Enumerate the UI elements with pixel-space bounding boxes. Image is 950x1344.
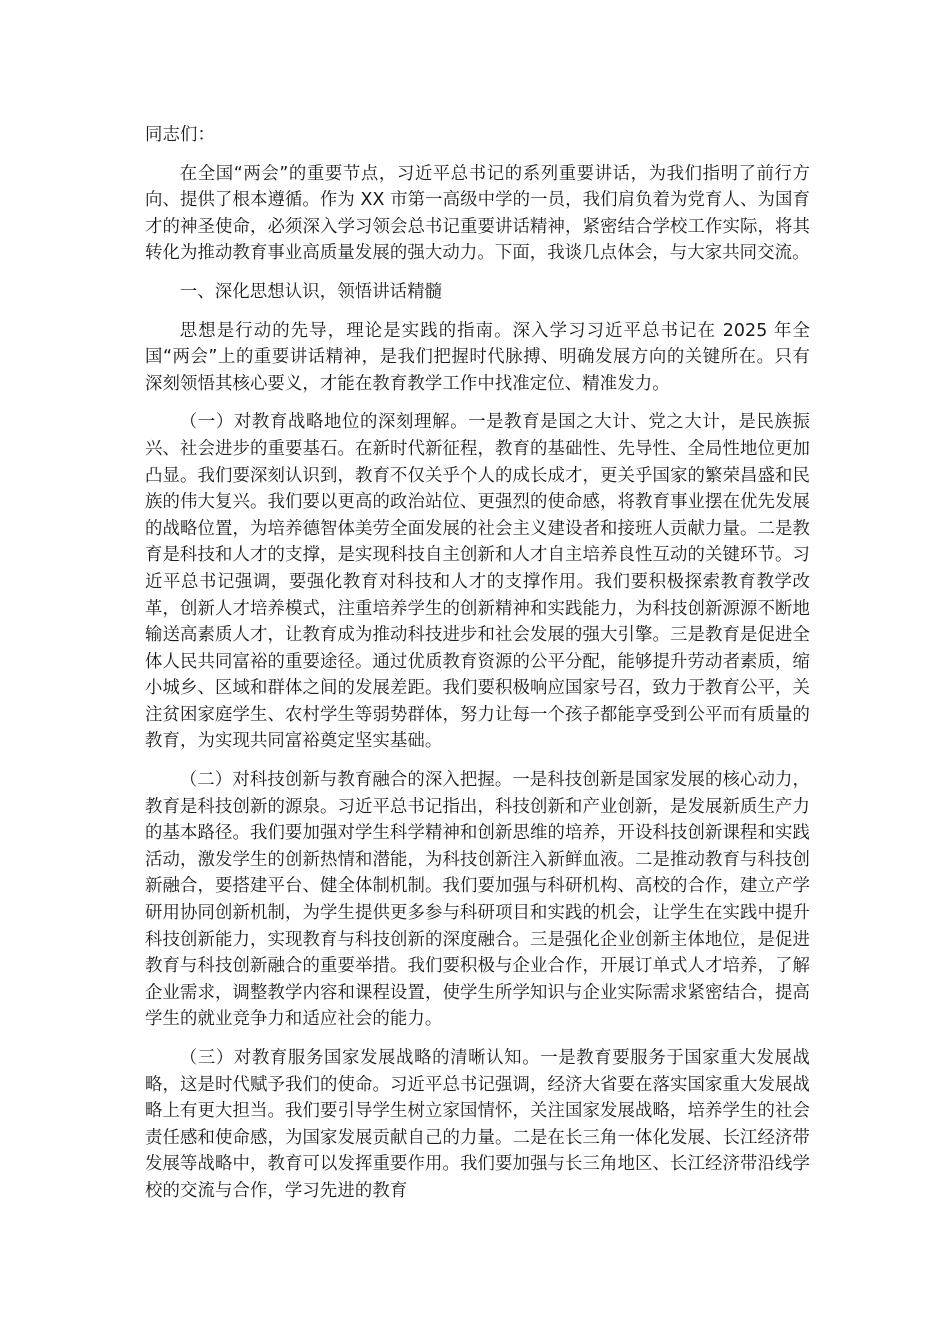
subsection-1-paragraph: （一）对教育战略地位的深刻理解。一是教育是国之大计、党之大计，是民族振兴、社会进步的重要基石。在新时代新征程，教育的基础性、先导性、全局性地位更加凸显。我们要深刻认识到，教育不仅关乎个人的成长成才，更关乎国家的繁荣昌盛和民族的伟大复兴。我们要以更高的政治站位、更强烈的使命感，将教育事业摆在优先发展的战略位置，为培养德智体美劳全面发展的社会主义建设者和接班人贡献力量。二是教育是科技和人才的支撑，是实现科技自主创新和人才自主培养良性互动的关键环节。习近平总书记强调，要强化教育对科技和人才的支撑作用。我们要积极探索教育教学改革，创新人才培养模式，注重培养学生的创新精神和实践能力，为科技创新源源不断地输送高素质人才，让教育成为推动科技进步和社会发展的强大引擎。三是教育是促进全体人民共同富裕的重要途径。通过优质教育资源的公平分配，能够提升劳动者素质，缩小城乡、区域和群体之间的发展差距。我们要积极响应国家号召，致力于教育公平，关注贫困家庭学生、农村学生等弱势群体，努力让每一个孩子都能享受到公平而有质量的教育，为实现共同富裕奠定坚实基础。 [145, 412, 810, 752]
salutation: 同志们： [145, 125, 215, 145]
section-intro-paragraph: 思想是行动的先导，理论是实践的指南。深入学习习近平总书记在 2025 年全国“两会”上的重要讲话精神，是我们把握时代脉搏、明确发展方向的关键所在。只有深刻领悟其核心要义，才能在教育教学工作中找准定位、精准发力。 [145, 320, 810, 394]
subsection-2-paragraph: （二）对科技创新与教育融合的深入把握。一是科技创新是国家发展的核心动力，教育是科技创新的源泉。习近平总书记指出，科技创新和产业创新，是发展新质生产力的基本路径。我们要加强对学生科学精神和创新思维的培养，开设科技创新课程和实践活动，激发学生的创新热情和潜能，为科技创新注入新鲜血液。二是推动教育与科技创新融合，要搭建平台、健全体制机制。我们要加强与科研机构、高校的合作，建立产学研用协同创新机制，为学生提供更多参与科研项目和实践的机会，让学生在实践中提升科技创新能力，实现教育与科技创新的深度融合。三是强化企业创新主体地位，是促进教育与科技创新融合的重要举措。我们要积极与企业合作，开展订单式人才培养，了解企业需求，调整教学内容和课程设置，使学生所学知识与企业实际需求紧密结合，提高学生的就业竞争力和适应社会的能力。 [145, 770, 810, 1030]
document-body [145, 122, 810, 1217]
intro-paragraph: 在全国“两会”的重要节点，习近平总书记的系列重要讲话，为我们指明了前行方向、提供了根本遵循。作为 XX 市第一高级中学的一员，我们肩负着为党育人、为国育才的神圣使命，必须深入学习领会总书记重要讲话精神，紧密结合学校工作实际，将其转化为推动教育事业高质量发展的强大动力。下面，我谈几点体会，与大家共同交流。 [145, 163, 810, 264]
subsection-3-paragraph: （三）对教育服务国家发展战略的清晰认知。一是教育要服务于国家重大发展战略，这是时代赋予我们的使命。习近平总书记强调，经济大省要在落实国家重大发展战略上有更大担当。我们要引导学生树立家国情怀，关注国家发展战略，培养学生的社会责任感和使命感，为国家发展贡献自己的力量。二是在长三角一体化发展、长江经济带发展等战略中，教育可以发挥重要作用。我们要加强与长三角地区、长江经济带沿线学校的交流与合作，学习先进的教育 [145, 1048, 810, 1201]
section-heading: 一、深化思想认识，领悟讲话精髓 [179, 281, 443, 302]
